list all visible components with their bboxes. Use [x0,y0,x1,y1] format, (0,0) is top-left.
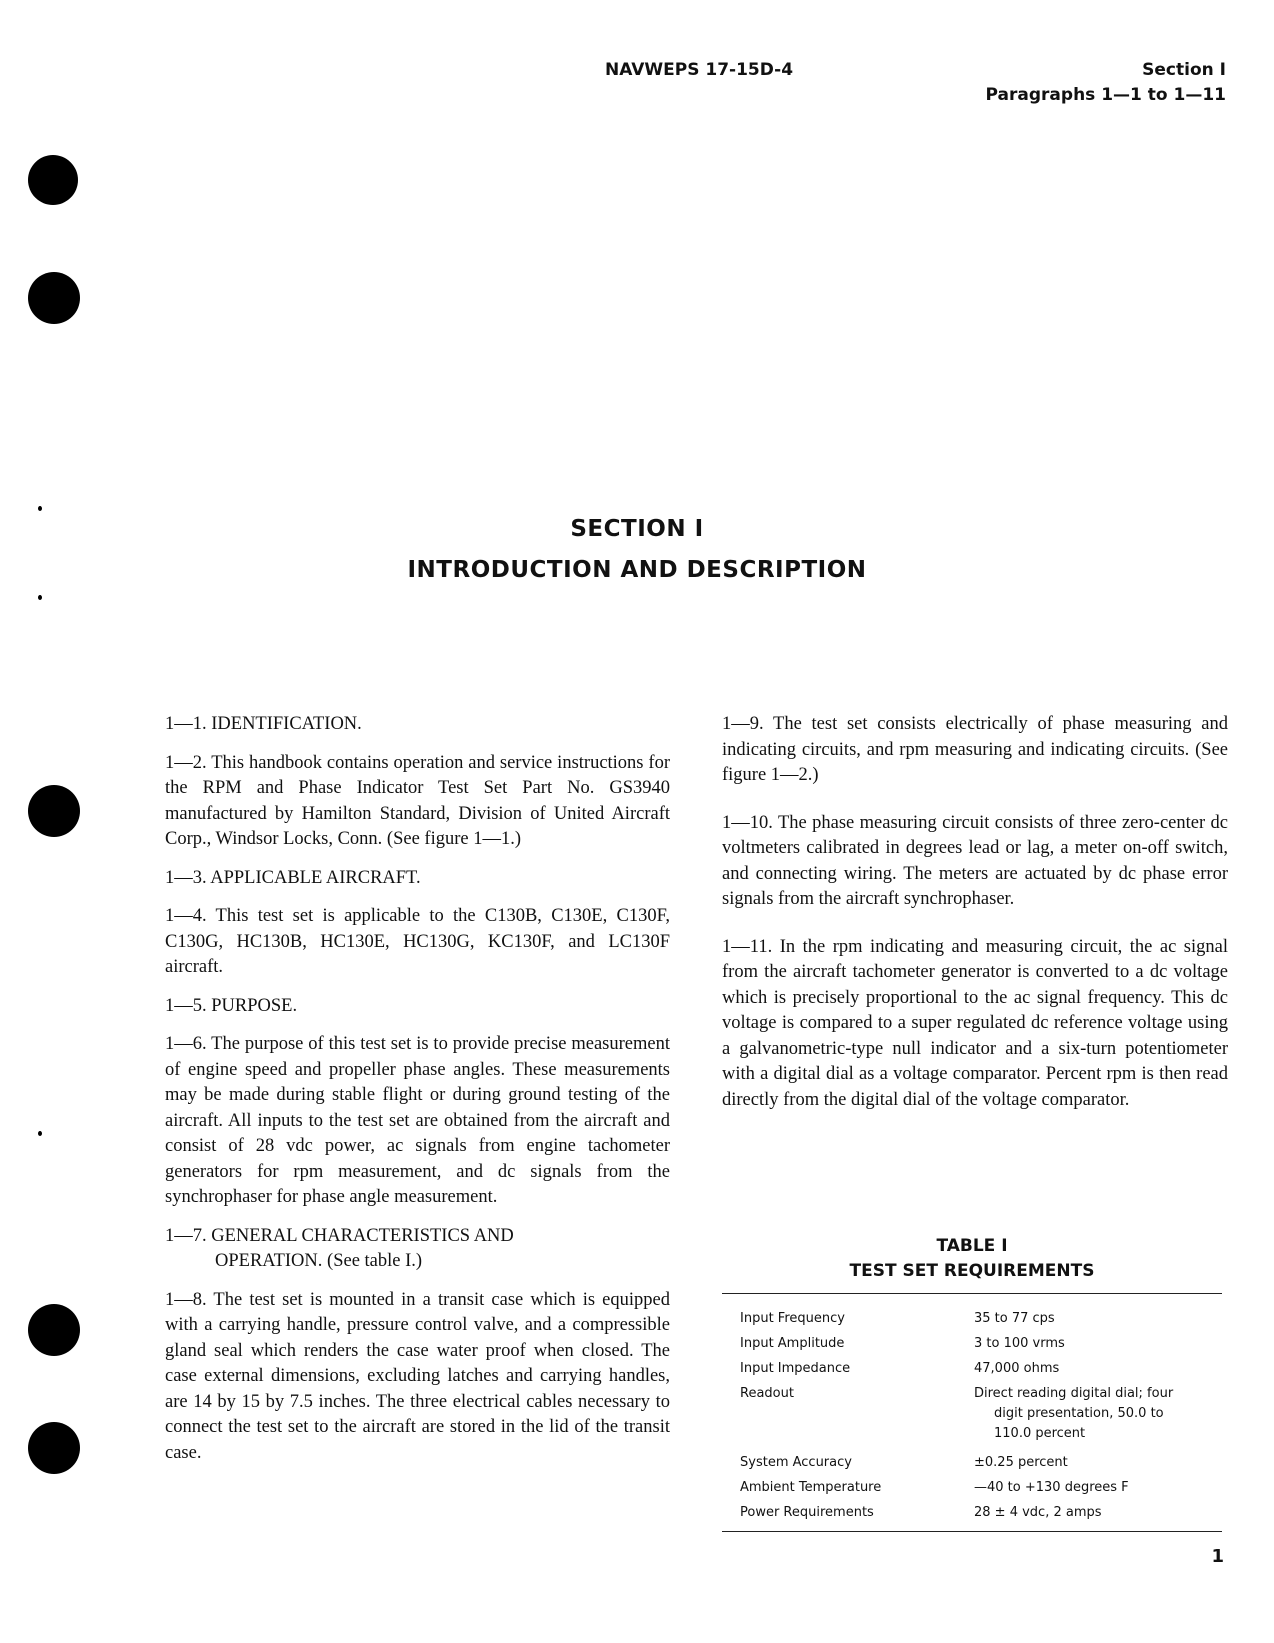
heading-line-1: 1—7. GENERAL CHARACTERISTICS AND [165,1225,514,1246]
table-key: Input Amplitude [740,1336,845,1351]
right-column [722,712,1228,1126]
table-key: Power Requirements [740,1505,874,1520]
table-title: TEST SET REQUIREMENTS [849,1261,1095,1281]
heading-general-characteristics [165,1224,670,1275]
heading-purpose: 1—5. PURPOSE. [165,995,298,1016]
left-column [165,712,670,1479]
paragraph-1-8: 1—8. The test set is mounted in a transit case which is equipped with a carrying handle, pressure control valve, and a compressible gland seal which renders the case water proof when closed. The case external dimensions, excluding latches and carrying handles, are 14 by 15 by 7.5 inches. The three electrical cables necessary to connect the test set to the aircraft are stored in the lid of the transit case. [165,1289,670,1463]
table-row [722,1384,1222,1450]
paragraph-1-9: 1—9. The test set consists electrically of phase measuring and indicating circuits, and rpm measuring and indicating circuits. (See figure 1—2.) [722,714,1228,785]
table-bottom-rule [722,1531,1222,1532]
paragraph-1-11: 1—11. In the rpm indicating and measuring circuit, the ac signal from the aircraft tachometer generator is converted to a dc voltage which is precisely proportional to the ac signal frequency. This dc voltage is compared to a super regulated dc reference voltage using a galvanometric-type null indicator and a six-turn potentiometer with a digital dial as a voltage comparator. Percent rpm is then read directly from the digital dial of the voltage comparator. [722,936,1228,1110]
table-key: Ambient Temperature [740,1480,882,1495]
document-number: NAVWEPS 17-15D-4 [605,60,794,80]
table-key: Input Impedance [740,1361,851,1376]
paragraph-1-10: 1—10. The phase measuring circuit consists of three zero-center dc voltmeters calibrated in degrees lead or lag, a meter on-off switch, and connecting wiring. The meters are actuated by dc phase error signals from the aircraft synchrophaser. [722,812,1228,909]
punch-mark [38,595,42,600]
paragraph-1-6: 1—6. The purpose of this test set is to provide precise measurement of engine speed and propeller phase angles. These measurements may be made during stable flight or during ground testing of the aircraft. All inputs to the test set are obtained from the aircraft and consist of 28 vdc power, ac signals from engine tachometer generators for rpm measurement, and dc signals from the synchrophaser for phase angle measurement. [165,1034,670,1207]
table-key: Input Frequency [740,1311,845,1326]
page-number: 1 [1211,1546,1224,1567]
table-value: 35 to 77 cps [974,1311,1055,1326]
binder-hole-4 [28,1304,80,1356]
table-top-rule [722,1293,1222,1294]
table-key: Readout [740,1386,794,1401]
binder-hole-3 [28,785,80,837]
readout-line-2: digit presentation, 50.0 to [994,1406,1164,1421]
table-value: ±0.25 percent [974,1455,1068,1470]
table-label: TABLE I [936,1236,1008,1256]
paragraph-range: Paragraphs 1—1 to 1—11 [985,85,1226,105]
table-key: System Accuracy [740,1455,852,1470]
table-value [974,1384,1222,1444]
table-value: 3 to 100 vrms [974,1336,1065,1351]
paragraph-1-2: 1—2. This handbook contains operation and service instructions for the RPM and Phase Indicator Test Set Part No. GS3940 manufactured by Hamilton Standard, Division of United Aircraft Corp., Windsor Locks, Conn. (See figure 1—1.) [165,752,670,849]
readout-line-1: Direct reading digital dial; four [974,1386,1174,1401]
readout-line-3: 110.0 percent [994,1426,1086,1441]
table-value: —40 to +130 degrees F [974,1480,1129,1495]
table-value: 28 ± 4 vdc, 2 amps [974,1505,1102,1520]
section-subtitle: INTRODUCTION AND DESCRIPTION [407,557,867,583]
heading-applicable-aircraft: 1—3. APPLICABLE AIRCRAFT. [165,867,421,888]
paragraph-1-4: 1—4. This test set is applicable to the C130B, C130E, C130F, C130G, HC130B, HC130E, HC130G, KC130F, and LC130F aircraft. [165,906,670,977]
punch-mark [38,1131,42,1136]
binder-hole-2 [28,272,80,324]
section-label: Section I [1142,60,1226,80]
heading-line-2: OPERATION. (See table I.) [215,1251,423,1271]
binder-hole-1 [28,155,78,205]
binder-hole-5 [28,1422,80,1474]
heading-identification: 1—1. IDENTIFICATION. [165,714,362,734]
punch-mark [38,506,42,511]
table-value: 47,000 ohms [974,1361,1060,1376]
section-title: SECTION I [570,516,704,542]
